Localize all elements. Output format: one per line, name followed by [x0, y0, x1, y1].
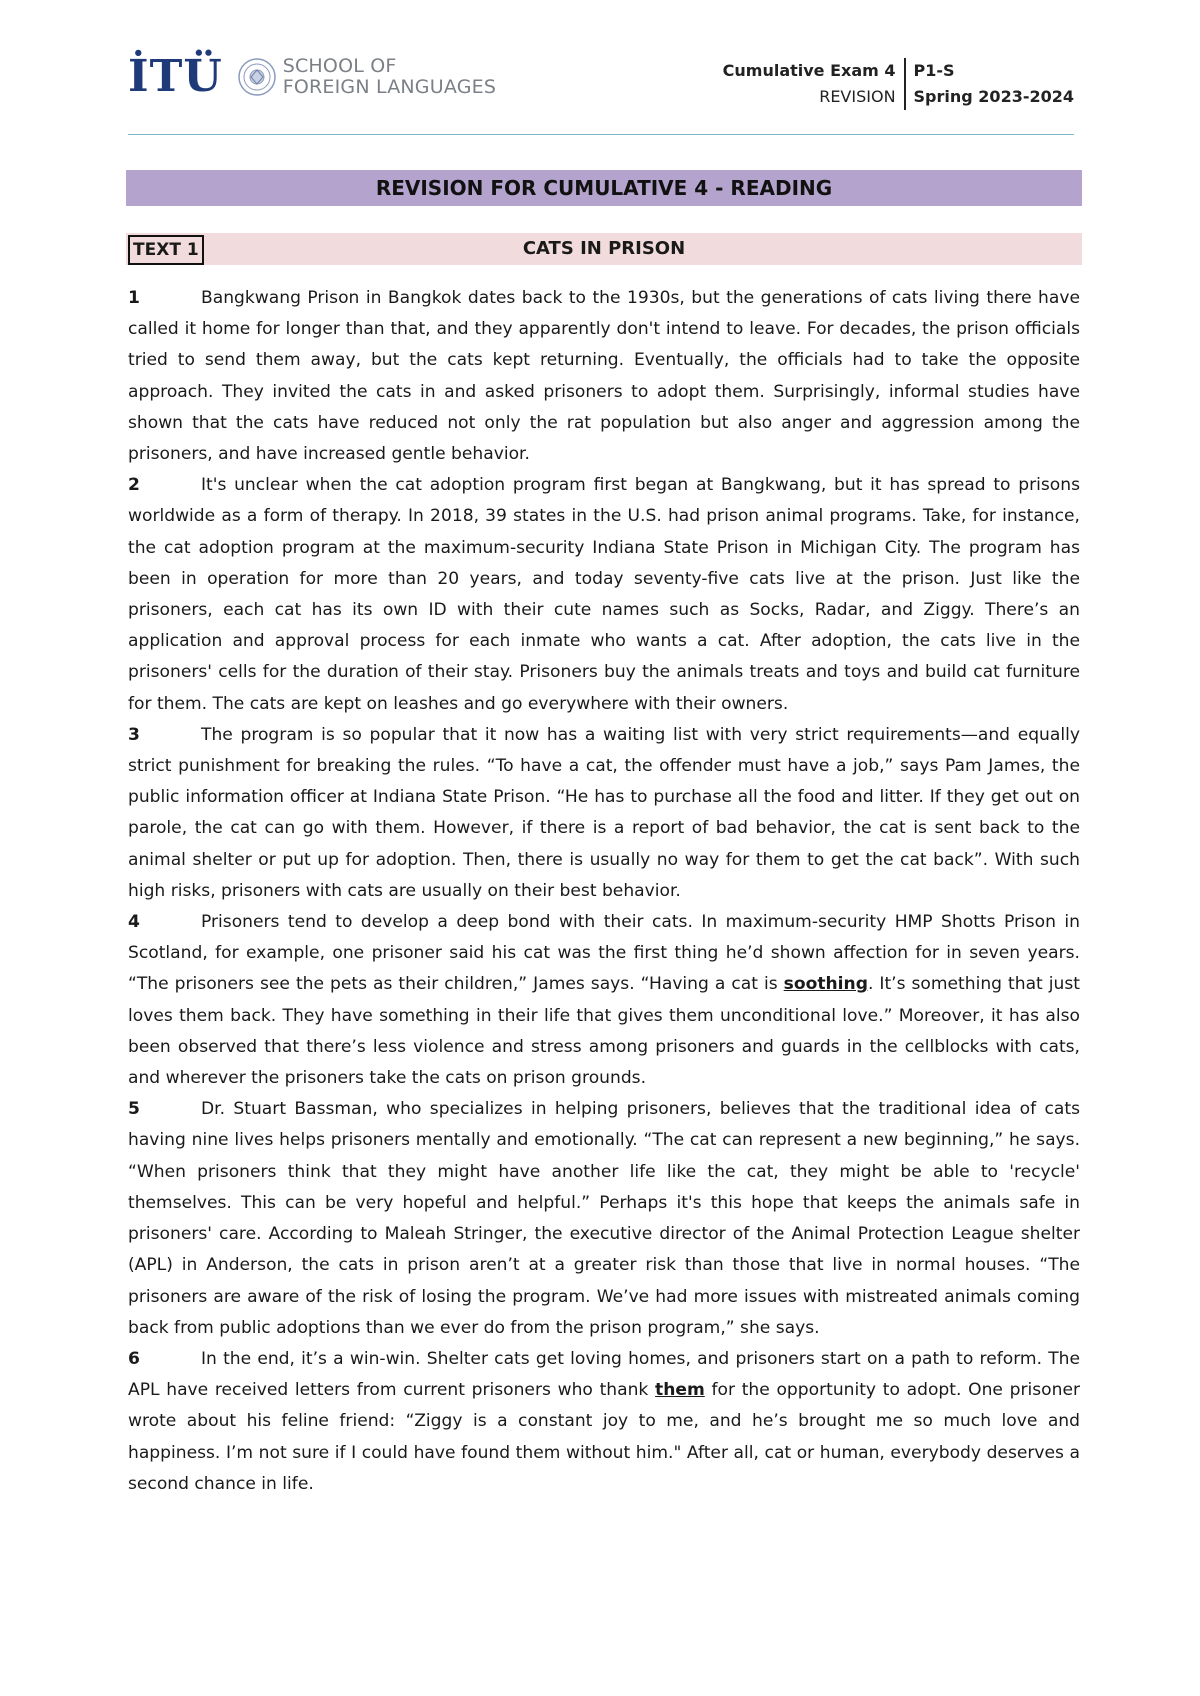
text-heading-bar — [126, 233, 1082, 265]
school-logo — [128, 44, 496, 110]
text-label: TEXT 1 — [128, 235, 204, 265]
paragraph-6 — [128, 1344, 1080, 1500]
reading-text — [128, 283, 1080, 1500]
paragraph-text: The program is so popular that it now has a waiting list with very strict requirements—and equally strict punishment for breaking the rules. “To have a cat, the offender must have a job,” says Pam James, the public information officer at Indiana State Prison. “He has to purchase all the food and litter. If they get out on parole, the cat can go with them. However, if there is a report of bad behavior, the cat is sent back to the animal shelter or put up for adoption. Then, there is usually no way for them to get the cat back”. With such high risks, prisoners with cats are usually on their best behavior. — [128, 724, 1080, 901]
paragraph-2 — [128, 470, 1080, 720]
page-header — [128, 44, 1074, 136]
paragraph-4 — [128, 907, 1080, 1094]
paragraph-5 — [128, 1094, 1080, 1344]
itu-logo-text: İTÜ — [128, 51, 223, 102]
school-name-line1: SCHOOL OF — [282, 55, 397, 77]
underlined-word-soothing: soothing — [783, 974, 868, 995]
paragraph-text: Bangkwang Prison in Bangkok dates back to the 1930s, but the generations of cats living there have called it home for longer than that, and they apparently don't intend to leave. For decades, the prison officials tried to send them away, but the cats kept returning. Eventually, the officials had to take the opposite approach. They invited the cats in and asked prisoners to adopt them. Surprisingly, informal studies have shown that the cats have reduced not only the rat population but also anger and aggression among the prisoners, and have increased gentle behavior. — [128, 288, 1080, 465]
paragraph-number: 5 — [128, 1099, 140, 1120]
header-divider — [128, 134, 1074, 135]
page-title: REVISION FOR CUMULATIVE 4 - READING — [126, 170, 1082, 206]
paragraph-text: In the end, it’s a win-win. Shelter cats get loving homes, and prisoners start on a path to reform. The APL have received letters from current prisoners who thank — [128, 1348, 1080, 1401]
paragraph-text: for the opportunity to adopt. One prisoner wrote about his feline friend: “Ziggy is a constant joy to me, and he’s brought me so much love and happiness. I’m not sure if I could have found them without him." After all, cat or human, everybody deserves a second chance in life. — [128, 1380, 1080, 1494]
paragraph-number: 2 — [128, 475, 140, 496]
exam-type: REVISION — [819, 87, 896, 106]
school-name-line2: FOREIGN LANGUAGES — [282, 76, 497, 98]
paragraph-number: 1 — [128, 288, 140, 308]
exam-level: P1-S — [913, 61, 955, 80]
paragraph-text: . It’s something that just loves them back. They have something in their life that gives them unconditional love.” Moreover, it has also been observed that there’s less violence and stress among prisoners and guards in the cellblocks with cats, and wherever the prisoners take the cats on prison grounds. — [128, 974, 1080, 1089]
text-title: CATS IN PRISON — [522, 238, 686, 259]
exam-term: Spring 2023-2024 — [913, 87, 1074, 106]
paragraph-text: It's unclear when the cat adoption program first began at Bangkwang, but it has spread to prisons worldwide as a form of therapy. In 2018, 39 states in the U.S. had prison animal programs. Take, for instance, the cat adoption program at the maximum-security Indiana State Prison in Michigan City. The program has been in operation for more than 20 years, and today seventy-five cats live at the prison. Just like the prisoners, each cat has its own ID with their cute names such as Socks, Radar, and Ziggy. There’s an application and approval process for each inmate who wants a cat. After adoption, the cats live in the prisoners' cells for the duration of their stay. Prisoners buy the animals treats and toys and build cat furniture for them. The cats are kept on leashes and go everywhere with their owners. — [128, 475, 1080, 714]
paragraph-number: 4 — [128, 912, 140, 933]
exam-info — [723, 58, 1074, 110]
underlined-word-them: them — [655, 1380, 705, 1401]
school-name — [283, 56, 496, 98]
paragraph-number: 6 — [128, 1348, 140, 1369]
university-seal-icon — [237, 57, 277, 97]
paragraph-1 — [128, 283, 1080, 470]
exam-name: Cumulative Exam 4 — [722, 61, 896, 80]
paragraph-number: 3 — [128, 724, 140, 745]
paragraph-3 — [128, 720, 1080, 907]
paragraph-text: Prisoners tend to develop a deep bond with their cats. In maximum-security HMP Shotts Prison in Scotland, for example, one prisoner said his cat was the first thing he’d shown affection for in seven years. “The prisoners see the pets as their children,” James says. “Having a cat is — [128, 912, 1080, 995]
paragraph-text: Dr. Stuart Bassman, who specializes in helping prisoners, believes that the traditional idea of cats having nine lives helps prisoners mentally and emotionally. “The cat can represent a new beginning,” he says. “When prisoners think that they might have another life like the cat, they might be able to 'recycle' themselves. This can be very hopeful and helpful.” Perhaps it's this hope that keeps the animals safe in prisoners' care. According to Maleah Stringer, the executive director of the Animal Protection League shelter (APL) in Anderson, the cats in prison aren’t at a greater risk than those that live in normal houses. “The prisoners are aware of the risk of losing the program. We’ve had more issues with mistreated animals coming back from public adoptions than we ever do from the prison program,” she says. — [128, 1099, 1080, 1338]
